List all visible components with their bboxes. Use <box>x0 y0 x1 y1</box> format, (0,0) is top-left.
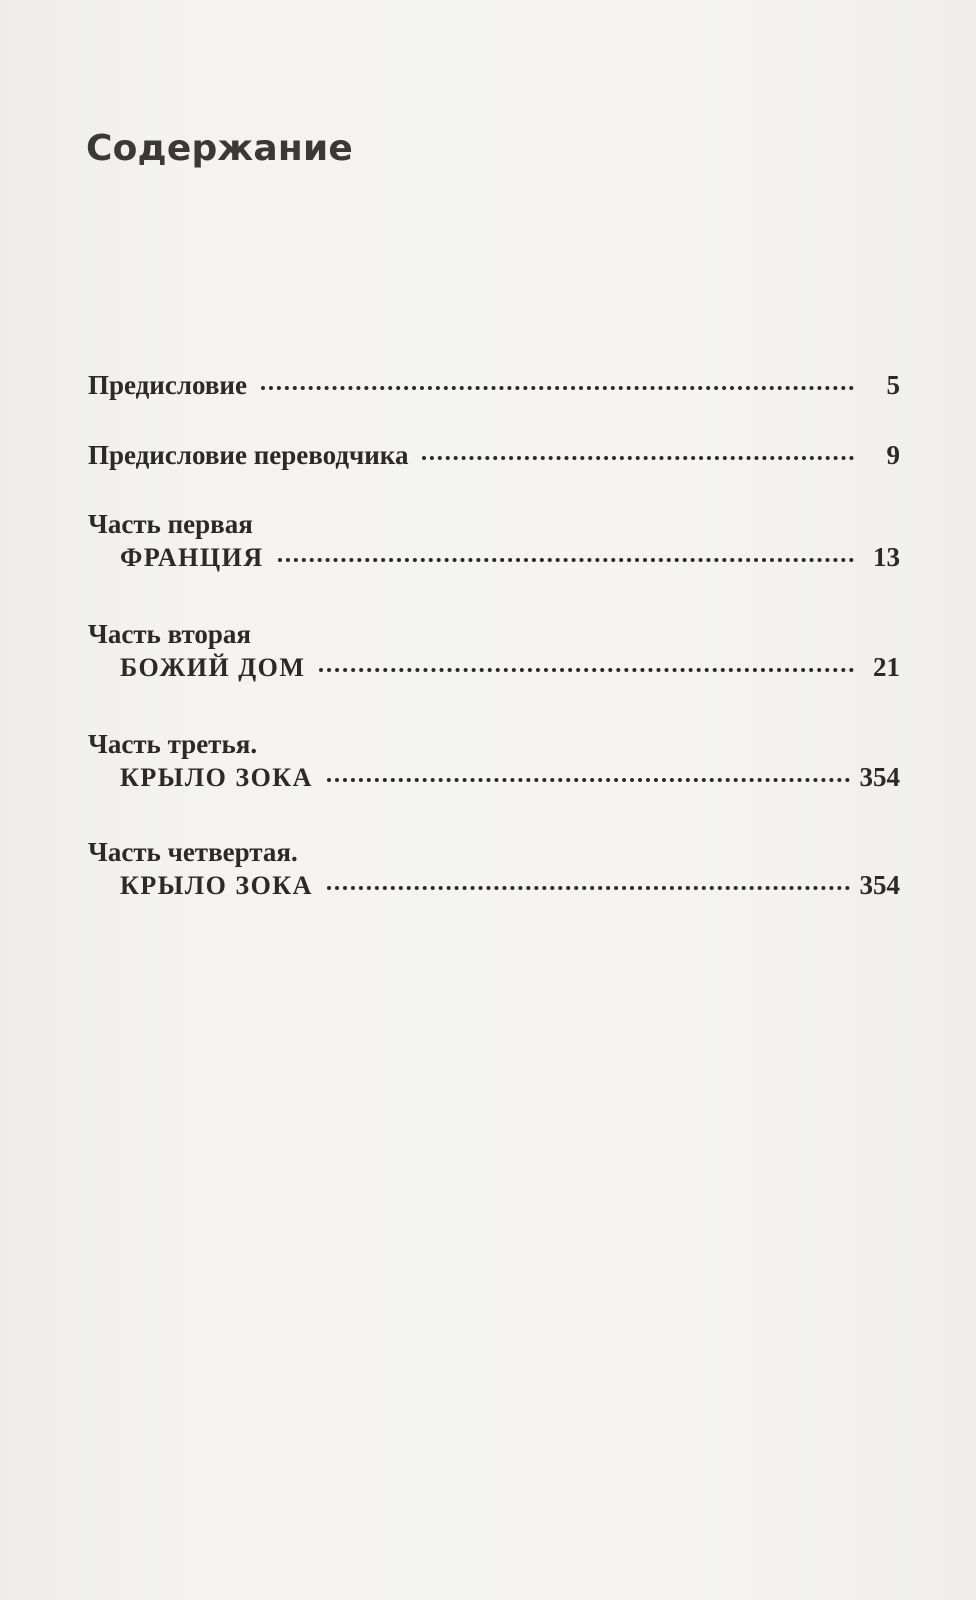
toc-entry-title: БОЖИЙ ДОМ <box>120 653 306 682</box>
toc-page-number: 354 <box>859 762 900 792</box>
toc-page-number: 5 <box>886 370 900 400</box>
dot-leader <box>422 456 854 460</box>
toc-part-label: Часть четвертая. <box>88 837 298 867</box>
toc-part-label: Часть первая <box>88 509 253 539</box>
toc-page-number: 9 <box>886 440 900 470</box>
toc-entry-title: Предисловие переводчика <box>88 440 409 470</box>
toc-entry-part-one <box>88 508 900 574</box>
dot-leader <box>319 668 854 672</box>
toc-part-label: Часть вторая <box>88 619 252 649</box>
toc-entry-part-two <box>88 618 900 684</box>
dot-leader <box>278 558 854 562</box>
dot-leader <box>261 386 854 390</box>
toc-page-number: 21 <box>873 652 900 682</box>
dot-leader <box>327 778 850 782</box>
toc-heading: Содержание <box>86 128 354 169</box>
toc-entry-title: ФРАНЦИЯ <box>120 543 264 572</box>
toc-page-number: 354 <box>859 870 900 900</box>
dot-leader <box>327 886 850 890</box>
toc-entry-title: Предисловие <box>88 370 247 400</box>
toc-entry-title: КРЫЛО ЗОКА <box>120 763 313 792</box>
toc-entry-title: КРЫЛО ЗОКА <box>120 871 313 900</box>
toc-entry-translator-preface <box>88 438 900 472</box>
toc-entry-preface <box>88 368 900 402</box>
toc-entry-part-three <box>88 728 900 794</box>
toc-page-number: 13 <box>873 542 900 572</box>
toc-part-label: Часть третья. <box>88 729 258 759</box>
toc-entry-part-four <box>88 836 900 902</box>
